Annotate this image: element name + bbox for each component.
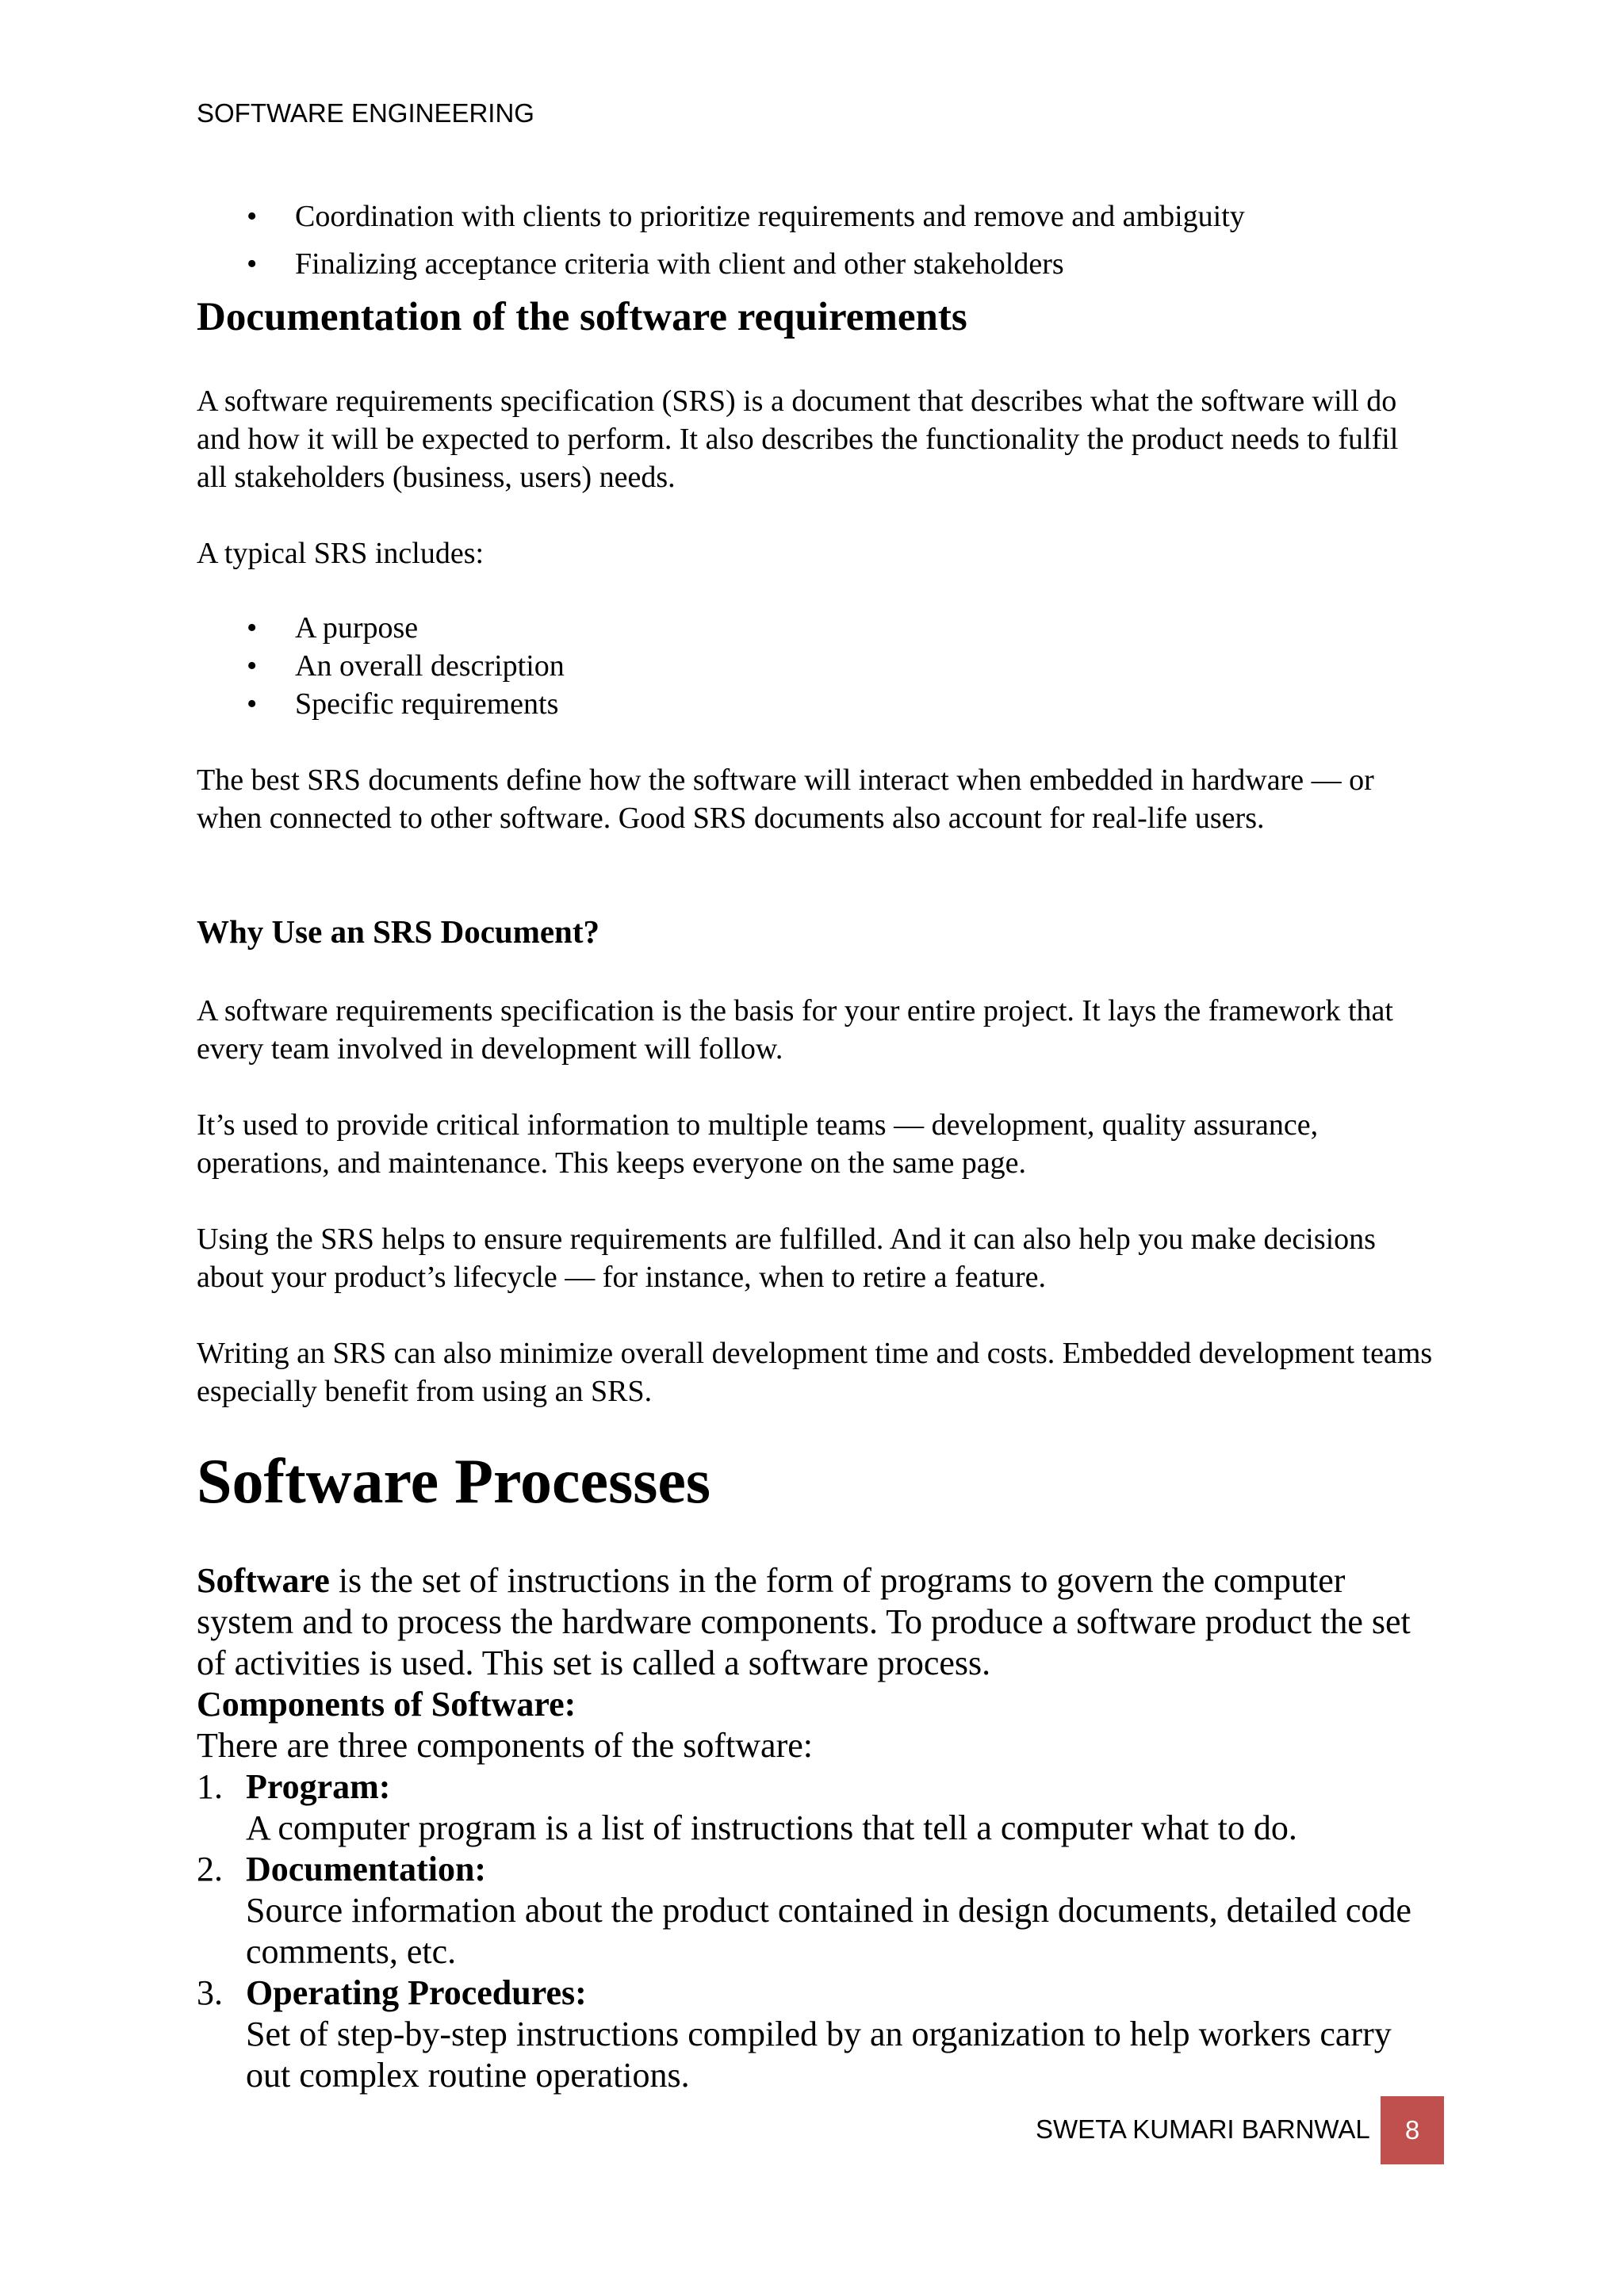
list-number: 2. xyxy=(197,1850,223,1888)
srs-intro-paragraph: A software requirements specification (SRS) is a document that describes what the software will do and how it will be expected to perform. It also describes the functionality the product needs to fulfil all stakeholders (business, users) needs. xyxy=(197,385,1399,494)
process-intro-paragraph xyxy=(197,1560,1434,1684)
bullet-icon: • xyxy=(247,687,258,721)
components-heading: Components of Software: xyxy=(197,1685,576,1724)
page-number-badge: 8 xyxy=(1381,2096,1444,2164)
components-intro: There are three components of the software: xyxy=(197,1726,813,1765)
list-item-text: A purpose xyxy=(295,611,419,645)
list-number: 1. xyxy=(197,1767,223,1806)
bullet-icon: • xyxy=(247,649,258,683)
list-item-text: An overall description xyxy=(295,649,565,683)
footer-author: SWETA KUMARI BARNWAL xyxy=(1036,2114,1370,2144)
component-label: Operating Procedures: xyxy=(246,1973,587,2012)
srs-includes-label: A typical SRS includes: xyxy=(197,537,485,570)
why-paragraph: A software requirements specification is the basis for your entire project. It lays the framework that every team involved in development will follow. xyxy=(197,994,1393,1066)
why-paragraph: Writing an SRS can also minimize overall development time and costs. Embedded development teams especially benefit from using an SRS. xyxy=(197,1337,1433,1408)
component-label: Program: xyxy=(246,1767,391,1806)
srs-best-docs-paragraph: The best SRS documents define how the software will interact when embedded in hardware — or when connected to other software. Good SRS documents also account for real-life users. xyxy=(197,763,1374,835)
bullet-icon: • xyxy=(247,611,258,645)
section-heading-srs: Documentation of the software requirements xyxy=(197,295,967,339)
list-number: 3. xyxy=(197,1973,223,2012)
page-title-software-processes: Software Processes xyxy=(197,1447,710,1517)
component-description: Source information about the product contained in design documents, detailed code comments, etc. xyxy=(246,1891,1411,1971)
process-intro-text: is the set of instructions in the form of programs to govern the computer system and to process the hardware components. To produce a software product the set of activities is used. This set is called a software process. xyxy=(197,1561,1411,1682)
component-description: Set of step-by-step instructions compiled by an organization to help workers carry out complex routine operations. xyxy=(246,2015,1392,2095)
list-item-text: Specific requirements xyxy=(295,687,559,721)
why-paragraph: It’s used to provide critical information to multiple teams — development, quality assurance, operations, and maintenance. This keeps everyone on the same page. xyxy=(197,1108,1319,1180)
process-intro-term: Software xyxy=(197,1561,330,1600)
page-header: SOFTWARE ENGINEERING xyxy=(197,98,534,128)
component-label: Documentation: xyxy=(246,1850,487,1888)
bullet-icon: • xyxy=(247,200,258,233)
component-description: A computer program is a list of instructions that tell a computer what to do. xyxy=(246,1808,1297,1847)
bullet-icon: • xyxy=(247,247,258,281)
list-item-text: Coordination with clients to prioritize requirements and remove and ambiguity xyxy=(295,200,1245,233)
section-heading-why: Why Use an SRS Document? xyxy=(197,913,599,950)
why-paragraph: Using the SRS helps to ensure requirements are fulfilled. And it can also help you make decisions about your product’s lifecycle — for instance, when to retire a feature. xyxy=(197,1223,1376,1294)
list-item-text: Finalizing acceptance criteria with client and other stakeholders xyxy=(295,247,1064,281)
